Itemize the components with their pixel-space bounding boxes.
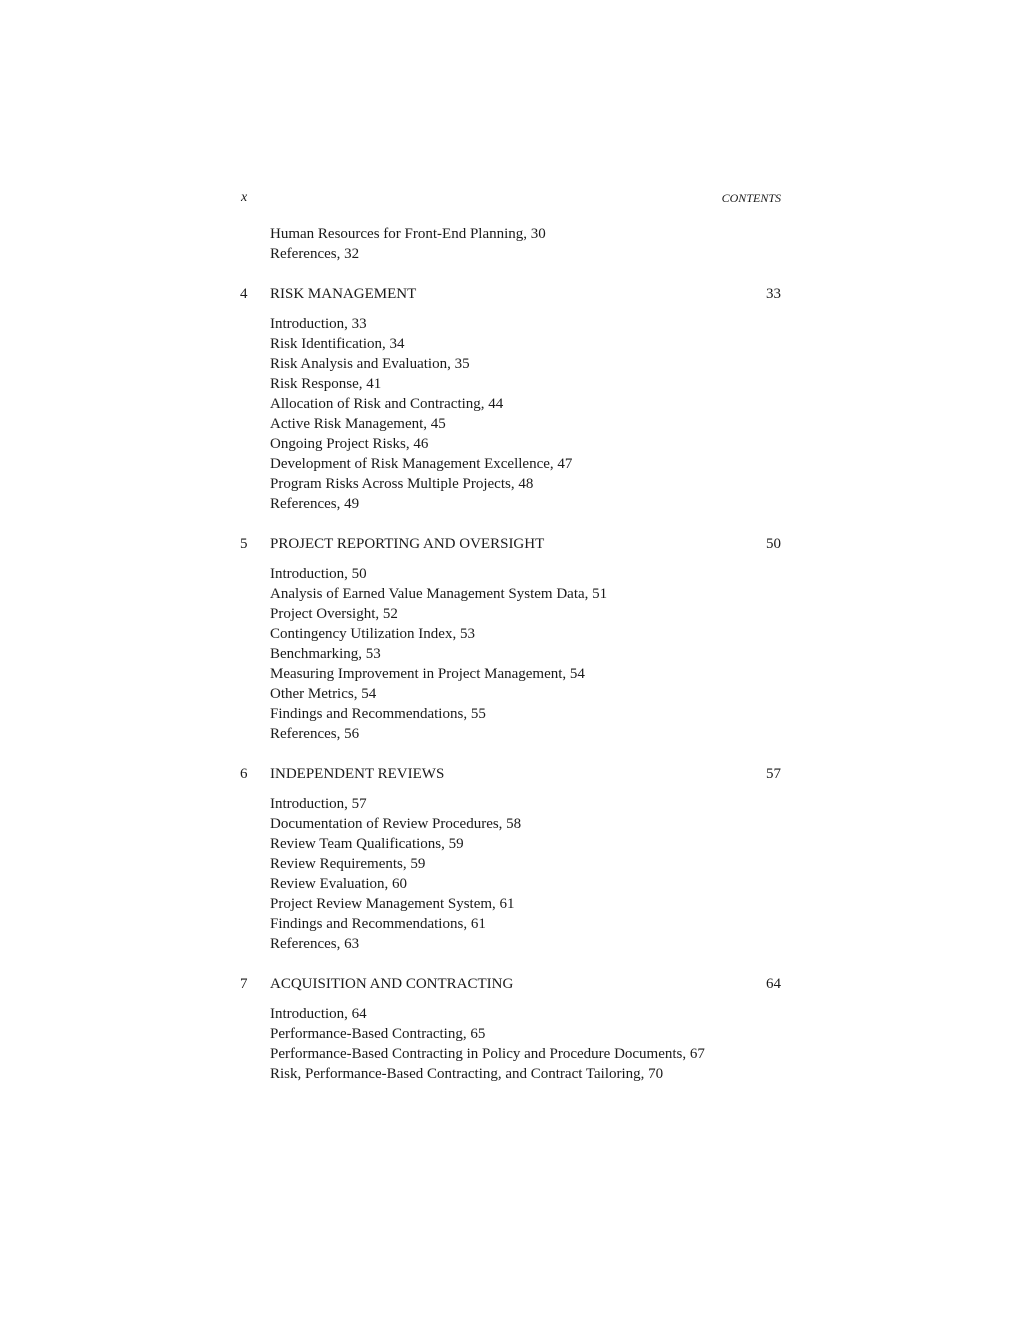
toc-entry: Review Requirements, 59 xyxy=(270,856,426,872)
toc-entry: Introduction, 57 xyxy=(270,796,367,812)
table-of-contents xyxy=(240,224,781,1084)
toc-entry: References, 49 xyxy=(270,496,360,512)
toc-entry: Introduction, 64 xyxy=(270,1006,367,1022)
toc-entry: Project Oversight, 52 xyxy=(270,606,398,622)
chapter-number: 7 xyxy=(240,976,248,992)
chapter-page: 64 xyxy=(766,976,781,992)
toc-entry: Risk, Performance-Based Contracting, and Contract Tailoring, 70 xyxy=(270,1066,664,1082)
chapter-heading-6 xyxy=(240,764,781,784)
toc-entry: Risk Identification, 34 xyxy=(270,336,405,352)
toc-entry: References, 63 xyxy=(270,936,360,952)
toc-entry: Documentation of Review Procedures, 58 xyxy=(270,816,522,832)
toc-entry: Development of Risk Management Excellence, 47 xyxy=(270,456,573,472)
toc-entry: Other Metrics, 54 xyxy=(270,686,377,702)
chapter-page: 57 xyxy=(766,766,781,782)
chapter-number: 5 xyxy=(240,536,248,552)
toc-entry: References, 32 xyxy=(270,246,360,262)
toc-entry: Review Team Qualifications, 59 xyxy=(270,836,464,852)
toc-entry: Ongoing Project Risks, 46 xyxy=(270,436,429,452)
chapter-title: INDEPENDENT REVIEWS xyxy=(270,766,445,782)
toc-entry: Risk Response, 41 xyxy=(270,376,382,392)
toc-entry: Project Review Management System, 61 xyxy=(270,896,515,912)
toc-entry: Findings and Recommendations, 61 xyxy=(270,916,486,932)
toc-entry: Findings and Recommendations, 55 xyxy=(270,706,486,722)
chapter-number: 6 xyxy=(240,766,248,782)
toc-entry: Performance-Based Contracting in Policy and Procedure Documents, 67 xyxy=(270,1046,705,1062)
toc-entry: Program Risks Across Multiple Projects, 48 xyxy=(270,476,534,492)
chapter-number: 4 xyxy=(240,286,248,302)
toc-entry: Performance-Based Contracting, 65 xyxy=(270,1026,486,1042)
toc-entry: Analysis of Earned Value Management System Data, 51 xyxy=(270,586,608,602)
toc-entry: Benchmarking, 53 xyxy=(270,646,381,662)
chapter-heading-7 xyxy=(240,974,781,994)
toc-entry: Review Evaluation, 60 xyxy=(270,876,408,892)
page-folio: x xyxy=(241,190,248,205)
toc-entry: References, 56 xyxy=(270,726,360,742)
toc-entry: Introduction, 50 xyxy=(270,566,367,582)
toc-entry: Human Resources for Front-End Planning, 30 xyxy=(270,226,546,242)
running-head xyxy=(241,188,781,208)
toc-entry: Introduction, 33 xyxy=(270,316,367,332)
toc-entry: Contingency Utilization Index, 53 xyxy=(270,626,475,642)
chapter-page: 50 xyxy=(766,536,781,552)
chapter-heading-5 xyxy=(240,534,781,554)
chapter-page: 33 xyxy=(766,286,781,302)
running-head-title: CONTENTS xyxy=(721,191,781,205)
chapter-heading-4 xyxy=(240,284,781,304)
toc-entry: Measuring Improvement in Project Management, 54 xyxy=(270,666,585,682)
toc-entry: Risk Analysis and Evaluation, 35 xyxy=(270,356,470,372)
toc-entry: Active Risk Management, 45 xyxy=(270,416,446,432)
toc-entry: Allocation of Risk and Contracting, 44 xyxy=(270,396,504,412)
chapter-title: PROJECT REPORTING AND OVERSIGHT xyxy=(270,536,545,552)
chapter-title: ACQUISITION AND CONTRACTING xyxy=(270,976,514,992)
chapter-title: RISK MANAGEMENT xyxy=(270,286,417,302)
